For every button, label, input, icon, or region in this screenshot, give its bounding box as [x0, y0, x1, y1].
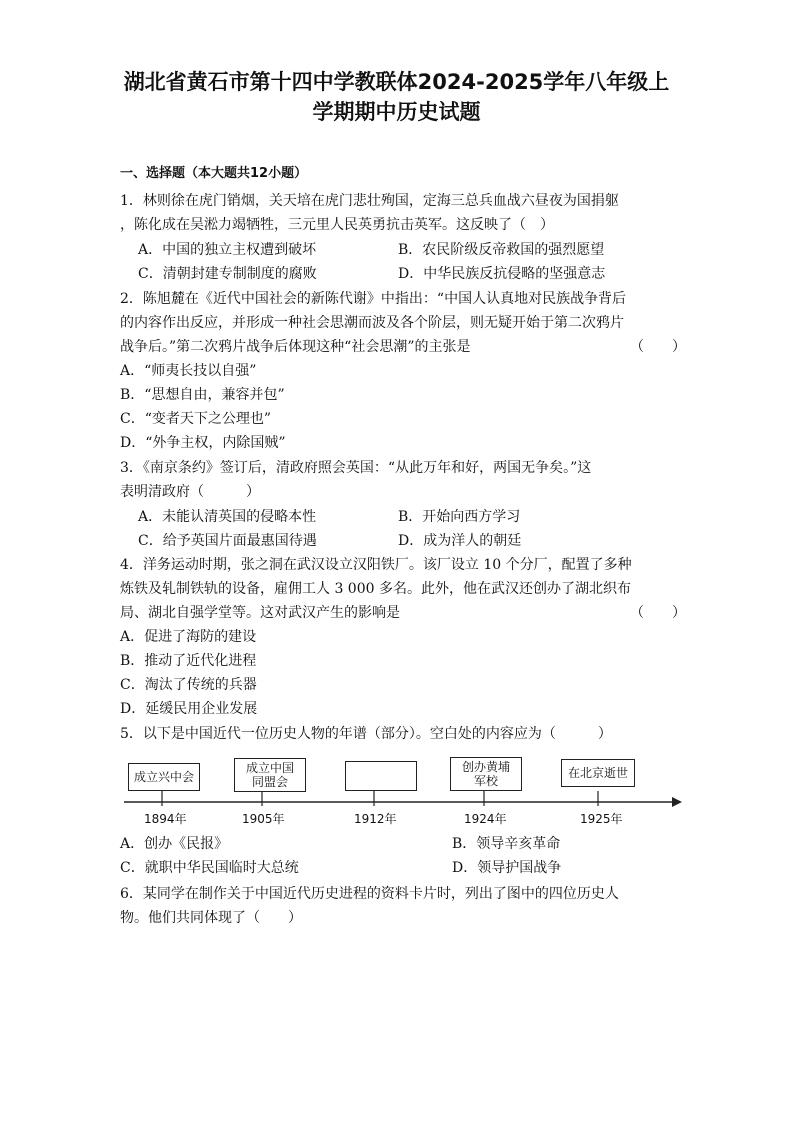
timeline-event-label: 在北京逝世: [567, 766, 628, 780]
timeline-event-label: 创办黄埔: [461, 760, 510, 774]
timeline-event-1924: [450, 757, 522, 791]
timeline-event-label-2: 同盟会: [251, 775, 288, 789]
q6-stem-line2: 物。他们共同体现了（ ）: [120, 910, 302, 926]
q3-option-d[interactable]: D．成为洋人的朝廷: [398, 533, 522, 549]
timeline-event-1905: [234, 758, 306, 792]
q2-option-a[interactable]: A．“师夷长技以自强”: [120, 363, 257, 379]
q4-option-c[interactable]: C．淘汰了传统的兵器: [120, 677, 257, 693]
q2-stem-line3: 战争后。”第二次鸦片战争后体现这种“社会思潮”的主张是: [120, 339, 471, 355]
timeline-year-1924: 1924年: [464, 812, 507, 826]
q2-option-d[interactable]: D．“外争主权，内除国贼”: [120, 435, 286, 451]
q4-answer-blank: （ ）: [630, 605, 686, 621]
timeline-event-1912-blank: [345, 761, 417, 791]
q4-option-d[interactable]: D．延缓民用企业发展: [120, 701, 258, 717]
q1-option-b[interactable]: B．农民阶级反帝救国的强烈愿望: [398, 242, 605, 258]
q5-stem: 5．以下是中国近代一位历史人物的年谱（部分）。空白处的内容应为（ ）: [120, 726, 612, 742]
q3-option-b[interactable]: B．开始向西方学习: [398, 509, 521, 525]
q2-stem-line1: 2．陈旭麓在《近代中国社会的新陈代谢》中指出：“中国人认真地对民族战争背后: [120, 291, 627, 307]
q2-option-b[interactable]: B．“思想自由，兼容并包”: [120, 387, 285, 403]
q4-option-b[interactable]: B．推动了近代化进程: [120, 653, 257, 669]
q5-option-d[interactable]: D．领导护国战争: [452, 860, 562, 876]
q1-stem-line2: ，陈化成在吴淞力竭牺牲，三元里人民英勇抗击英军。这反映了（ ）: [120, 217, 554, 233]
timeline-event-1894: [128, 763, 200, 791]
q4-option-a[interactable]: A．促进了海防的建设: [120, 629, 257, 645]
q1-option-c[interactable]: C．清朝封建专制制度的腐败: [138, 266, 317, 282]
timeline-event-label: 成立兴中会: [133, 770, 194, 784]
q6-stem-line1: 6．某同学在制作关于中国近代历史进程的资料卡片时，列出了图中的四位历史人: [120, 886, 619, 902]
exam-title-line2: 学期期中历史试题: [312, 100, 481, 124]
q4-stem-line2: 炼铁及轧制铁轨的设备，雇佣工人 3 000 多名。此外，他在武汉还创办了湖北织布: [120, 581, 631, 597]
timeline-year-1912: 1912年: [354, 812, 397, 826]
q2-option-c[interactable]: C．“变者天下之公理也”: [120, 411, 272, 427]
q5-timeline: [124, 754, 684, 828]
q2-stem-line2: 的内容作出反应，并形成一种社会思潮而波及各个阶层，则无疑开始于第二次鸦片: [120, 315, 624, 331]
q3-stem-line1: 3．《南京条约》签订后，清政府照会英国：“从此万年和好，两国无争矣。”这: [120, 460, 592, 476]
exam-title-line1: 湖北省黄石市第十四中学教联体2024-2025学年八年级上: [123, 70, 670, 94]
timeline-year-1925: 1925年: [580, 812, 623, 826]
q1-option-a[interactable]: A．中国的独立主权遭到破坏: [138, 242, 317, 258]
q5-option-a[interactable]: A．创办《民报》: [120, 836, 229, 852]
timeline-year-1905: 1905年: [242, 812, 285, 826]
timeline-event-1925: [561, 759, 635, 787]
q4-stem-line3: 局、湖北自强学堂等。这对武汉产生的影响是: [120, 605, 400, 621]
q1-option-d[interactable]: D．中华民族反抗侵略的坚强意志: [398, 266, 606, 282]
q5-option-c[interactable]: C．就职中华民国临时大总统: [120, 860, 299, 876]
q2-answer-blank: （ ）: [630, 339, 686, 355]
q3-option-c[interactable]: C．给予英国片面最惠国待遇: [138, 533, 317, 549]
timeline-event-label-2: 军校: [473, 774, 498, 788]
q4-stem-line1: 4．洋务运动时期，张之洞在武汉设立汉阳铁厂。该厂设立 10 个分厂，配置了多种: [120, 557, 632, 573]
section-heading: 一、选择题（本大题共12小题）: [120, 166, 308, 181]
timeline-year-1894: 1894年: [144, 812, 187, 826]
q1-stem-line1: 1．林则徐在虎门销烟，关天培在虎门悲壮殉国，定海三总兵血战六昼夜为国捐躯: [120, 193, 619, 209]
q5-option-b[interactable]: B．领导辛亥革命: [452, 836, 561, 852]
timeline-event-label: 成立中国: [245, 761, 294, 775]
q3-option-a[interactable]: A．未能认清英国的侵略本性: [138, 509, 317, 525]
q3-stem-line2: 表明清政府（ ）: [120, 484, 260, 500]
